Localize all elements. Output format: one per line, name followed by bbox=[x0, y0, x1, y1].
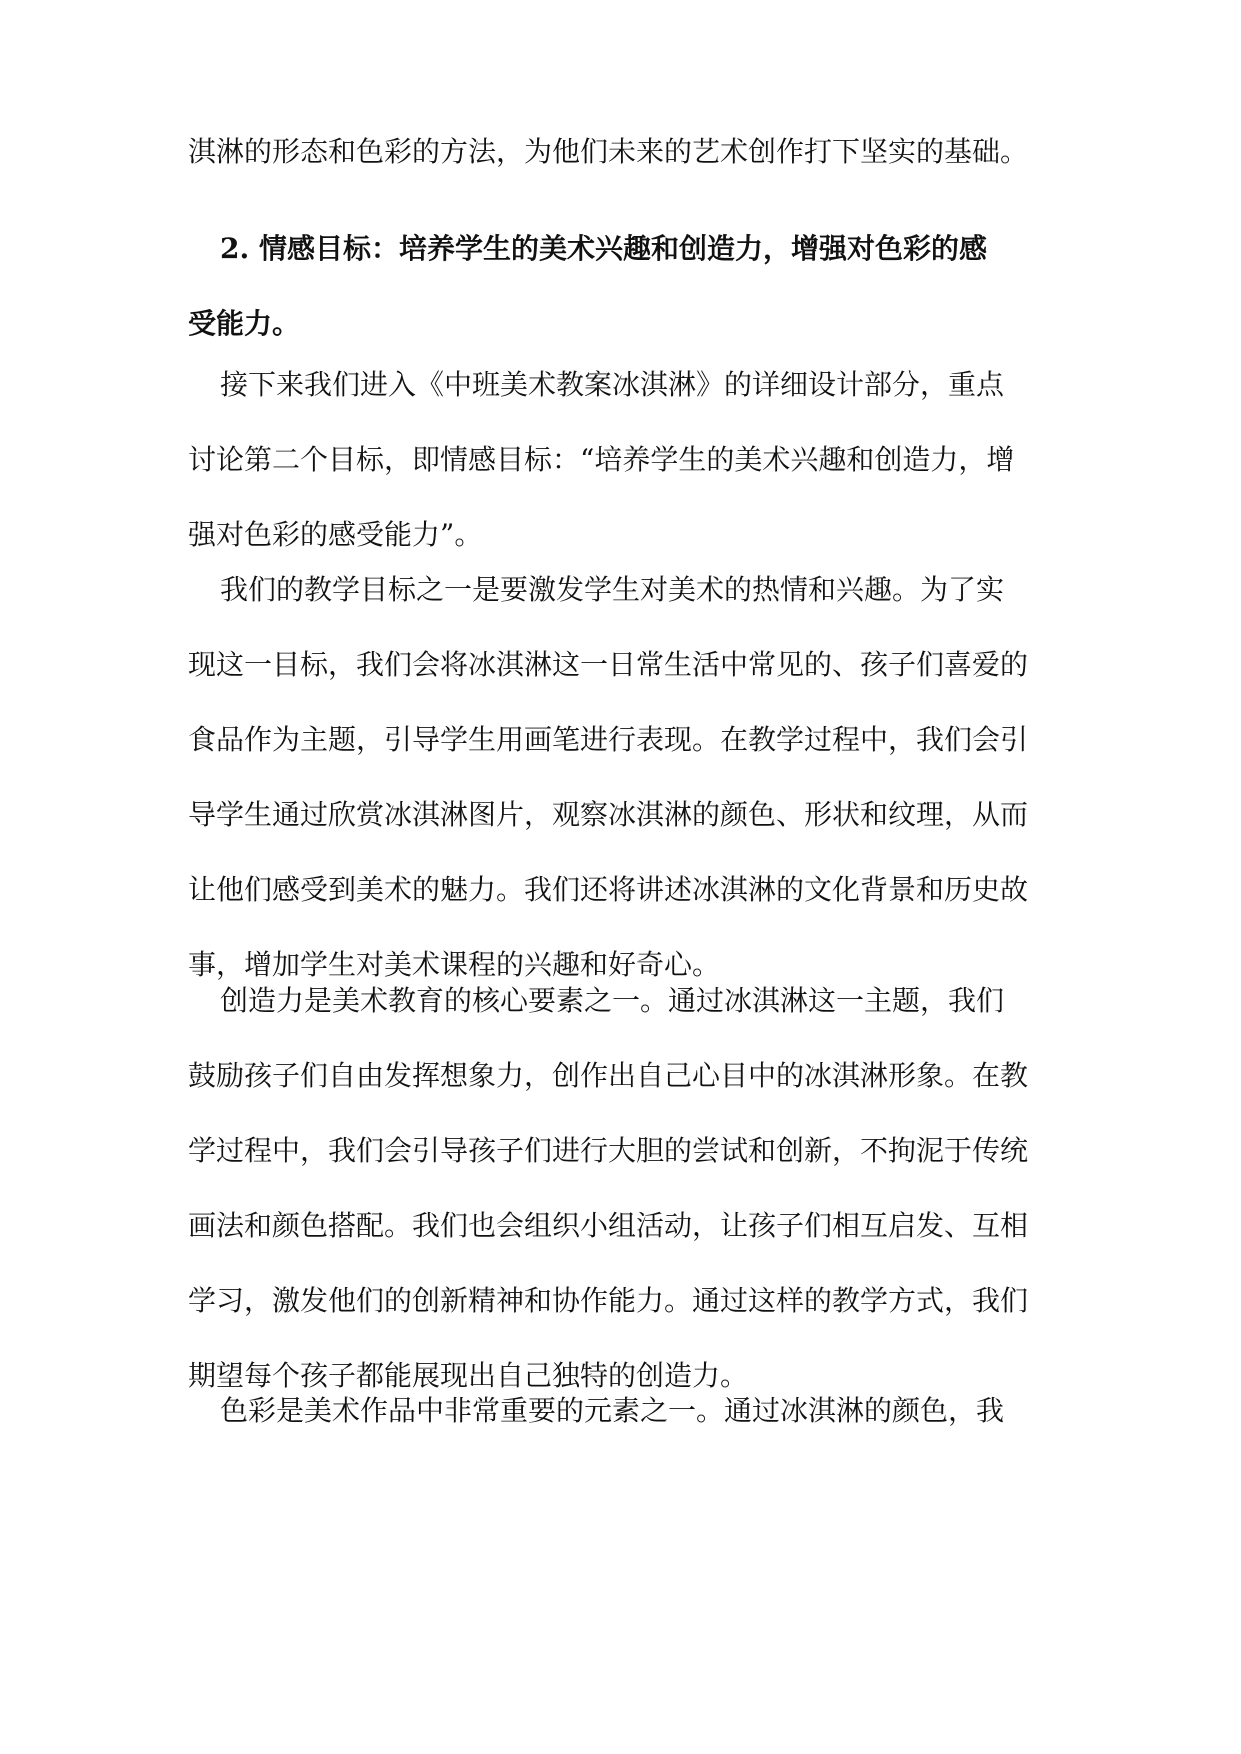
text-line: 接下来我们进入《中班美术教案冰淇淋》的详细设计部分，重点 bbox=[220, 368, 1005, 401]
paragraph-4 bbox=[188, 963, 1058, 1413]
text-line: 导学生通过欣赏冰淇淋图片，观察冰淇淋的颜色、形状和纹理，从而 bbox=[188, 798, 1029, 831]
heading-line: 受能力。 bbox=[188, 307, 301, 340]
text-line: 现这一目标，我们会将冰淇淋这一日常生活中常见的、孩子们喜爱的 bbox=[188, 648, 1029, 681]
text-line: 我们的教学目标之一是要激发学生对美术的热情和兴趣。为了实 bbox=[220, 573, 1005, 606]
paragraph-2 bbox=[188, 347, 1058, 572]
paragraph-1 bbox=[188, 114, 1058, 189]
text-line: 让他们感受到美术的魅力。我们还将讲述冰淇淋的文化背景和历史故 bbox=[188, 873, 1029, 906]
text-line: 讨论第二个目标，即情感目标：“培养学生的美术兴趣和创造力，增 bbox=[188, 443, 1015, 476]
text-line: 学习，激发他们的创新精神和协作能力。通过这样的教学方式，我们 bbox=[188, 1284, 1029, 1317]
text-line: 强对色彩的感受能力”。 bbox=[188, 518, 483, 551]
text-line: 画法和颜色搭配。我们也会组织小组活动，让孩子们相互启发、互相 bbox=[188, 1209, 1029, 1242]
text-line: 期望每个孩子都能展现出自己独特的创造力。 bbox=[188, 1359, 749, 1392]
text-line: 淇淋的形态和色彩的方法，为他们未来的艺术创作打下坚实的基础。 bbox=[188, 135, 1029, 168]
section-heading-emotional-goal bbox=[188, 211, 1058, 361]
paragraph-5 bbox=[188, 1373, 1058, 1448]
heading-line: 2. 情感目标：培养学生的美术兴趣和创造力，增强对色彩的感 bbox=[220, 232, 987, 265]
text-line: 事，增加学生对美术课程的兴趣和好奇心。 bbox=[188, 948, 721, 981]
text-line: 鼓励孩子们自由发挥想象力，创作出自己心目中的冰淇淋形象。在教 bbox=[188, 1059, 1029, 1092]
text-line: 食品作为主题，引导学生用画笔进行表现。在教学过程中，我们会引 bbox=[188, 723, 1029, 756]
text-line: 色彩是美术作品中非常重要的元素之一。通过冰淇淋的颜色，我 bbox=[220, 1394, 1005, 1427]
text-line: 学过程中，我们会引导孩子们进行大胆的尝试和创新，不拘泥于传统 bbox=[188, 1134, 1029, 1167]
text-line: 创造力是美术教育的核心要素之一。通过冰淇淋这一主题，我们 bbox=[220, 984, 1005, 1017]
paragraph-3 bbox=[188, 552, 1058, 1002]
